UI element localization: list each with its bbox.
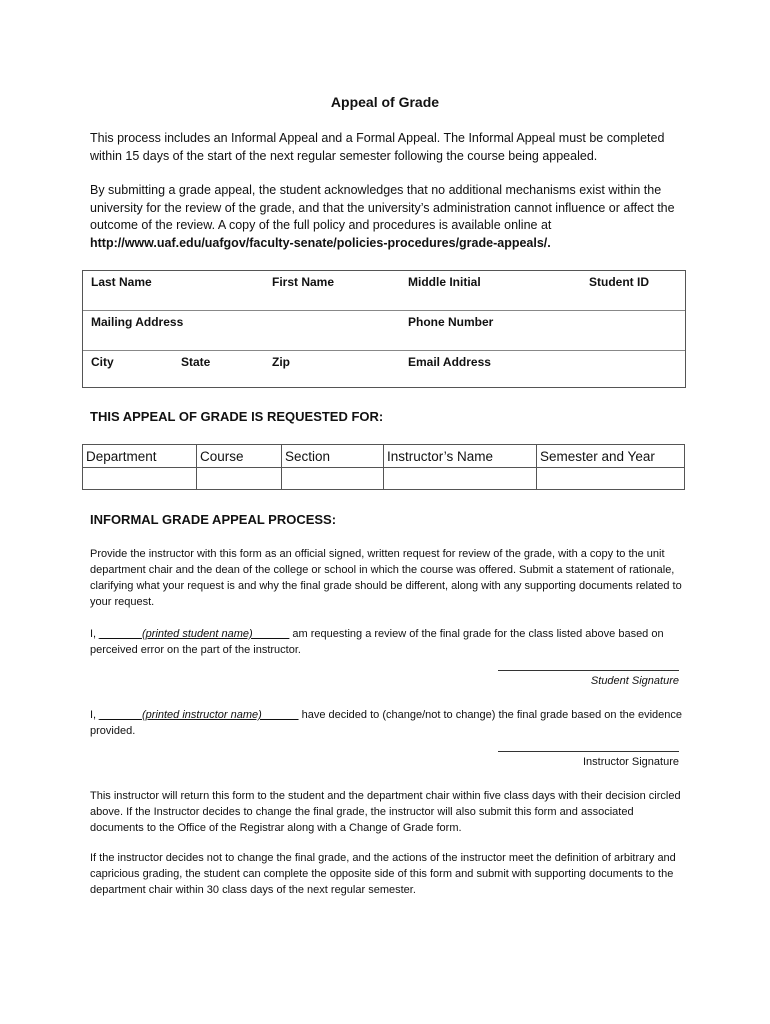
info-row-location — [83, 351, 685, 390]
printed-student-name-field[interactable]: _______(printed student name)______ — [99, 628, 290, 640]
intro-paragraph-2 — [90, 182, 690, 252]
student-signature-line[interactable] — [498, 670, 679, 671]
course-table-header — [83, 445, 685, 468]
semester-year-input[interactable] — [537, 468, 685, 490]
policy-link[interactable]: http://www.uaf.edu/uafgov/faculty-senate/policies-procedures/grade-appeals/. — [90, 235, 551, 250]
phone-number-field[interactable]: Phone Number — [408, 315, 494, 329]
instructor-signature-line[interactable] — [498, 751, 679, 752]
column-course: Course — [197, 445, 282, 468]
column-section: Section — [282, 445, 384, 468]
column-semester-year: Semester and Year — [537, 445, 685, 468]
section-input[interactable] — [282, 468, 384, 490]
state-field[interactable]: State — [181, 355, 211, 369]
first-name-field[interactable]: First Name — [272, 275, 335, 289]
course-input[interactable] — [197, 468, 282, 490]
mailing-address-field[interactable]: Mailing Address — [91, 315, 184, 329]
informal-instructions: Provide the instructor with this form as an official signed, written request for review of the grade, with a copy to the unit department chair and the dean of the college or school in which the course was offered. Submit a statement of rationale, clarifying what your request is and why the final grade should be different, along with any supporting documents related to your request. — [90, 548, 682, 608]
student-signature-label: Student Signature — [590, 675, 679, 687]
intro-paragraph-2-text: By submitting a grade appeal, the student acknowledges that no additional mechanisms exist within the university for the review of the grade, and that the university’s administration cannot influence or affect the outcome of the review. A copy of the full policy and procedures is available online at — [90, 183, 675, 232]
student-statement — [90, 626, 690, 658]
no-change-paragraph: If the instructor decides not to change the final grade, and the actions of the instructor meet the definition of arbitrary and capricious grading, the student can complete the opposite side of this form and submit with supporting documents to the department chair within 30 class days of the next regular semester. — [90, 852, 676, 896]
zip-field[interactable]: Zip — [272, 355, 290, 369]
instructor-return-paragraph: This instructor will return this form to the student and the department chair within five class days with their decision circled above. If the Instructor decides to change the final grade, the instructor will also submit this form and associated documents to the Office of the Registrar along with a Change of Grade form. — [90, 790, 681, 834]
info-row-address — [83, 311, 685, 351]
informal-process-heading: INFORMAL GRADE APPEAL PROCESS: — [90, 512, 337, 527]
last-name-field[interactable]: Last Name — [91, 275, 152, 289]
department-input[interactable] — [83, 468, 197, 490]
course-table-input-row — [83, 468, 685, 490]
intro-paragraph-1: This process includes an Informal Appeal and a Formal Appeal. The Informal Appeal must be completed within 15 days of the start of the next regular semester following the course being appealed. — [90, 131, 665, 163]
instructor-statement — [90, 707, 690, 739]
column-instructor-name: Instructor’s Name — [384, 445, 537, 468]
instructor-statement-prefix: I, — [90, 709, 100, 721]
student-statement-prefix: I, — [90, 628, 100, 640]
instructor-statement-text: have decided to (change/not to change) the final grade based on the evidence provided. — [90, 709, 682, 737]
instructor-name-input[interactable] — [384, 468, 537, 490]
email-address-field[interactable]: Email Address — [408, 355, 491, 369]
student-info-table — [82, 270, 686, 388]
page-title: Appeal of Grade — [330, 94, 440, 110]
student-statement-text: am requesting a review of the final grade for the class listed above based on perceived error on the part of the instructor. — [90, 628, 664, 656]
appeal-section-heading: THIS APPEAL OF GRADE IS REQUESTED FOR: — [90, 409, 384, 424]
course-table — [82, 444, 685, 490]
column-department: Department — [83, 445, 197, 468]
middle-initial-field[interactable]: Middle Initial — [408, 275, 481, 289]
printed-instructor-name-field[interactable]: _______(printed instructor name)______ — [99, 709, 299, 721]
info-row-names — [83, 271, 685, 311]
city-field[interactable]: City — [91, 355, 114, 369]
student-id-field[interactable]: Student ID — [589, 275, 649, 289]
instructor-signature-label: Instructor Signature — [583, 756, 679, 768]
